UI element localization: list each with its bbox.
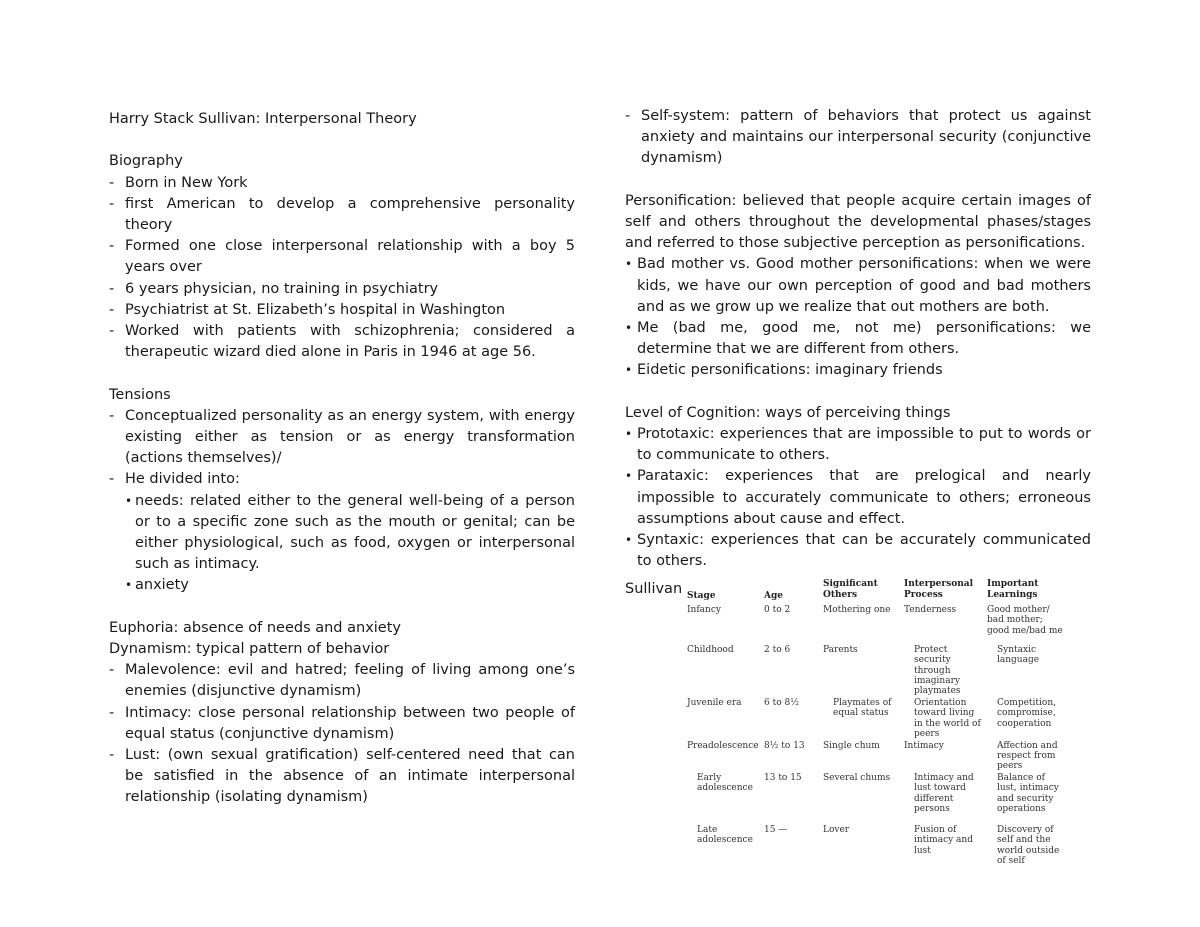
table-cell: 6 to 8½: [764, 697, 799, 708]
personification-definition: Personification: believed that people acquire certain images of self and others throughout the developmental phases/stages and referred to those subjective perception as personifications.: [625, 192, 1091, 252]
table-cell: Late adolescence: [697, 824, 753, 846]
table-cell: Syntaxic language: [997, 644, 1040, 666]
list-item: • anxiety: [125, 575, 575, 596]
table-cell: Affection and respect from peers: [997, 740, 1058, 772]
self-system-list: [625, 106, 1091, 170]
table-row: [687, 772, 1066, 824]
list-item: - Intimacy: close personal relationship between two people of equal status (conjunctive dynamism): [109, 703, 575, 745]
list-item: • Bad mother vs. Good mother personifications: when we were kids, we have our own perception of good and bad mothers and as we grow up we realize that out mothers are both.: [625, 254, 1091, 318]
table-header: Stage: [687, 591, 716, 602]
list-item: • Prototaxic: experiences that are impossible to put to words or to communicate to others.: [625, 424, 1091, 466]
tensions-heading: Tensions: [109, 386, 171, 403]
table-cell: Lover: [823, 824, 850, 835]
table-row: [687, 644, 1066, 697]
table-cell: Balance of lust, intimacy and security operations: [997, 772, 1059, 814]
list-item: - Malevolence: evil and hatred; feeling of living among one’s enemies (disjunctive dynamism): [109, 660, 575, 702]
table-cell: Playmates of equal status: [833, 697, 892, 719]
dynamism-list: [109, 660, 575, 808]
list-item: - Worked with patients with schizophrenia; considered a therapeutic wizard died alone in Paris in 1946 at age 56.: [109, 321, 575, 363]
table-cell: 0 to 2: [764, 604, 791, 615]
table-cell: Good mother/ bad mother; good me/bad me: [987, 604, 1063, 636]
list-item: • Me (bad me, good me, not me) personifications: we determine that we are different from others.: [625, 318, 1091, 360]
right-column: [625, 106, 1091, 866]
list-item-text: He divided into:: [125, 471, 240, 488]
table-cell: Tenderness: [904, 604, 957, 615]
table-cell: Intimacy and lust toward different persons: [914, 772, 974, 814]
dynamism-definition: Dynamism: typical pattern of behavior: [109, 641, 390, 658]
table-cell: Several chums: [823, 772, 891, 783]
table-cell: Intimacy: [904, 740, 944, 751]
list-item: • Eidetic personifications: imaginary friends: [625, 360, 1091, 381]
table-cell: Single chum: [823, 740, 880, 751]
stages-table: [687, 579, 1066, 866]
euphoria-definition: Euphoria: absence of needs and anxiety: [109, 619, 401, 636]
table-row: [687, 824, 1066, 867]
table-header: Interpersonal Process: [904, 579, 974, 600]
table-header-row: [687, 579, 1066, 603]
cognition-list: [625, 424, 1091, 572]
table-cell: Protect security through imaginary playmates: [914, 644, 961, 697]
table-cell: Competition, compromise, cooperation: [997, 697, 1056, 729]
table-header: Age: [764, 591, 784, 602]
table-row: [687, 697, 1066, 740]
tensions-list: [109, 406, 575, 491]
list-item: - Psychiatrist at St. Elizabeth’s hospital in Washington: [109, 300, 575, 321]
table-cell: Orientation toward living in the world of peers: [914, 697, 981, 740]
list-item: • Syntaxic: experiences that can be accurately communicated to others.: [625, 530, 1091, 572]
table-cell: Preadolescence: [687, 740, 759, 751]
list-item: - Self-system: pattern of behaviors that protect us against anxiety and maintains our interpersonal security (conjunctive dynamism): [625, 106, 1091, 170]
table-row: [687, 740, 1066, 772]
table-cell: Childhood: [687, 644, 734, 655]
tensions-sublist: [125, 491, 575, 597]
cognition-heading: Level of Cognition: ways of perceiving things: [625, 404, 951, 421]
list-item: - Conceptualized personality as an energy system, with energy existing either as tension or as energy transformation (actions themselves)/: [109, 406, 575, 470]
table-cell: 15 —: [764, 824, 788, 835]
list-item: • Parataxic: experiences that are prelogical and nearly impossible to accurately communicate to others; erroneous assumptions about cause and effect.: [625, 466, 1091, 530]
table-cell: Infancy: [687, 604, 721, 615]
list-item: - first American to develop a comprehensive personality theory: [109, 194, 575, 236]
stages-table-figure: [625, 579, 1091, 866]
table-header: Significant Others: [823, 579, 878, 600]
document-title: Harry Stack Sullivan: Interpersonal Theory: [109, 111, 417, 127]
table-row: [687, 604, 1066, 644]
table-cell: Juvenile era: [687, 697, 742, 708]
list-item: • needs: related either to the general well-being of a person or to a specific zone such as the mouth or genital; can be either physiological, such as food, oxygen or interpersonal such as intimacy.: [125, 491, 575, 576]
table-header: Important Learnings: [987, 579, 1039, 600]
left-column: [109, 109, 575, 809]
table-cell: Parents: [823, 644, 858, 655]
list-item: - Lust: (own sexual gratification) self-centered need that can be satisfied in the absence of an intimate interpersonal relationship (isolating dynamism): [109, 745, 575, 809]
biography-heading: Biography: [109, 153, 183, 170]
table-cell: Fusion of intimacy and lust: [914, 824, 973, 856]
table-cell: Early adolescence: [697, 772, 753, 794]
table-caption: Sullivan: [625, 579, 684, 600]
table-cell: Mothering one: [823, 604, 891, 615]
list-item: - 6 years physician, no training in psychiatry: [109, 279, 575, 300]
list-item: [109, 469, 575, 490]
biography-list: [109, 173, 575, 364]
personification-list: [625, 254, 1091, 381]
table-cell: Discovery of self and the world outside of self: [997, 824, 1060, 866]
table-cell: 8½ to 13: [764, 740, 805, 751]
table-cell: 2 to 6: [764, 644, 791, 655]
list-item: - Born in New York: [109, 173, 575, 194]
list-item: - Formed one close interpersonal relationship with a boy 5 years over: [109, 236, 575, 278]
table-cell: 13 to 15: [764, 772, 802, 783]
